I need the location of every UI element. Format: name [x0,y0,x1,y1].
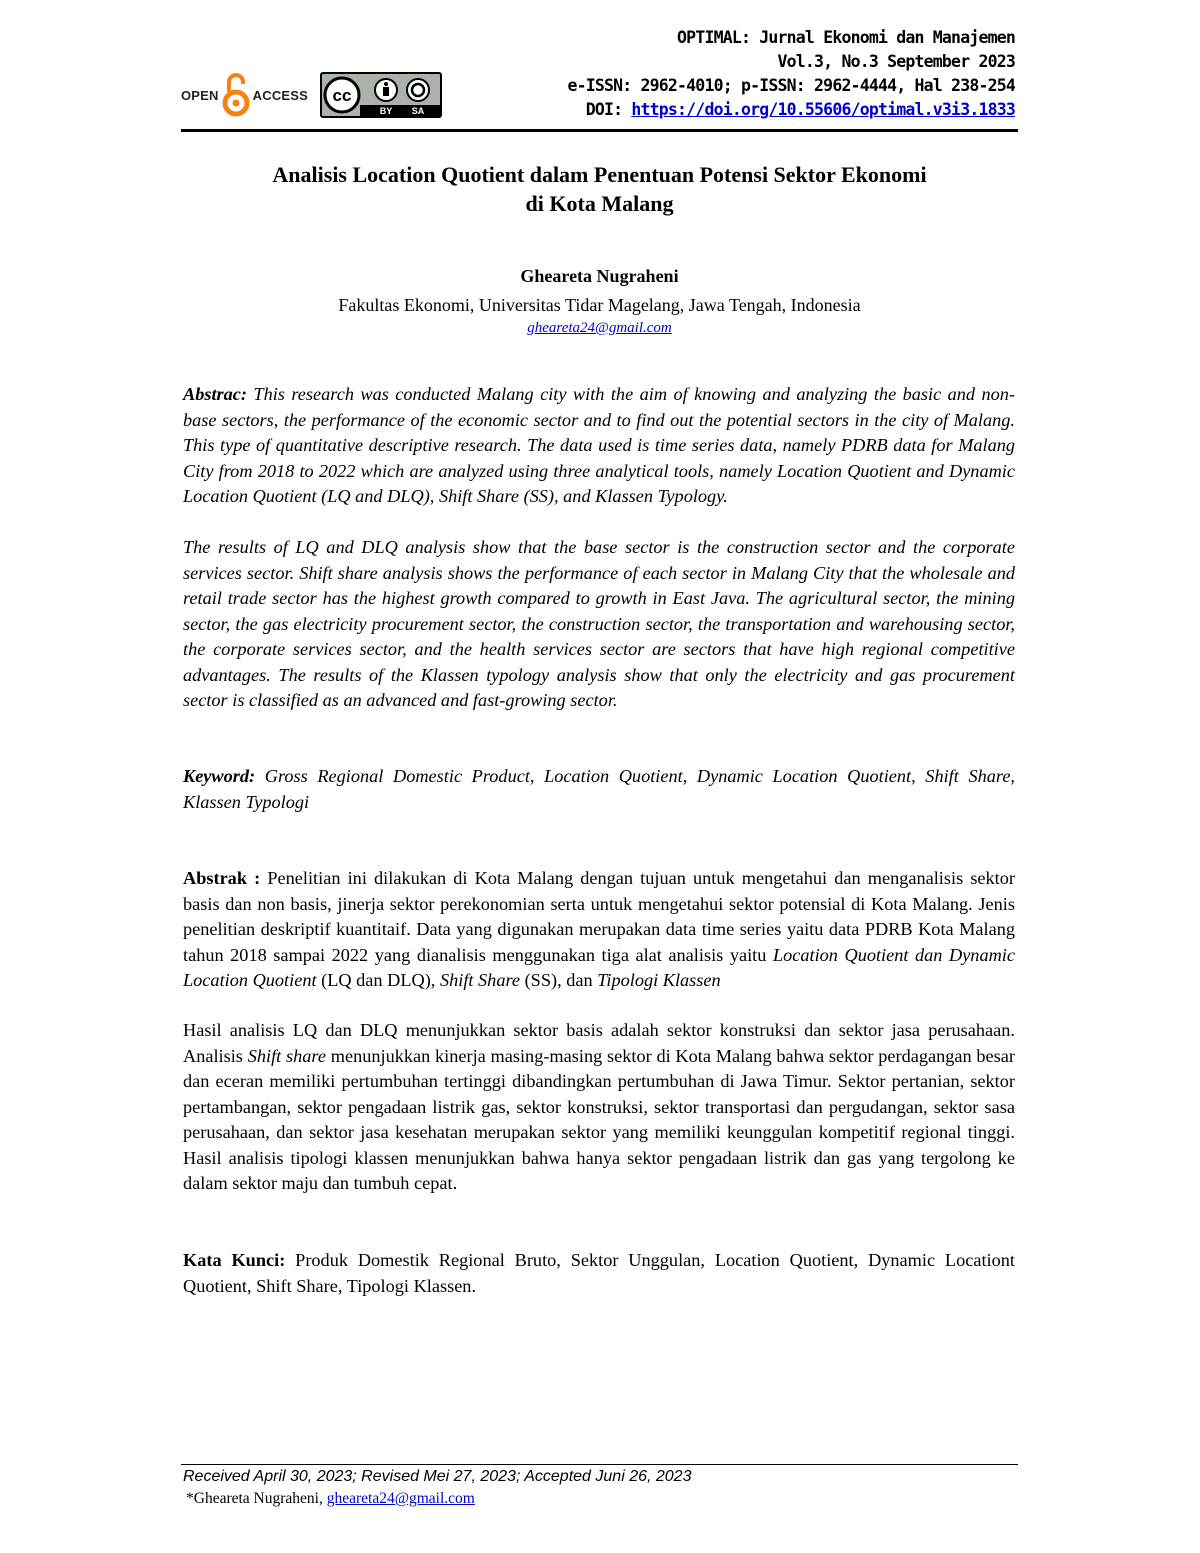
cc-icon: cc [332,86,352,105]
abstract-id-p1 [183,866,1015,994]
abstract-id-p2-text-a: Hasil analisis LQ dan DLQ menunjukkan sektor basis adalah sektor konstruksi dan sektor jasa perusahaan. Analisis [183,1020,1015,1066]
journal-issn: e-ISSN: 2962-4010; p-ISSN: 2962-4444, Hal 238-254 [567,76,1015,95]
journal-name: OPTIMAL: Jurnal Ekonomi dan Manajemen [677,28,1015,47]
keywords-en [183,764,1015,815]
abstract-en-p1-text: This research was conducted Malang city with the aim of knowing and analyzing the basic and non-base sectors, the performance of the economic sector and to find out the potential sectors in the city of Malang. This type of quantitative descriptive research. The data used is time series data, namely PDRB data for Malang City from 2018 to 2022 which are analyzed using three analytical tools, namely Location Quotient and Dynamic Location Quotient (LQ and DLQ), Shift Share (SS), and Klassen Typology. [183,384,1015,506]
corresponding-author-name: *Gheareta Nugraheni, [186,1490,323,1507]
abstract-id-p1-text-a: Penelitian ini dilakukan di Kota Malang dengan tujuan untuk mengetahui dan menganalisis sektor basis dan non basis, jinerja sektor perekonomian serta untuk mengetahui sektor potensial di Kota Malang. Jenis penelitian deskriptif kuantitaif. Data yang digunakan merupakan data time series yaitu data PDRB Kota Malang tahun 2018 sampai 2022 yang dianalisis menggunakan tiga alat analisis yaitu [183,868,1015,965]
keywords-id-label: Kata Kunci: [183,1250,286,1270]
abstract-en-p2: The results of LQ and DLQ analysis show that the base sector is the construction sector and the corporate services sector. Shift share analysis shows the performance of each sector in Malang City that the wholesale and retail trade sector has the highest growth compared to growth in East Java. The agricultural sector, the mining sector, the gas electricity procurement sector, the construction sector, the transportation and warehousing sector, the corporate services sector, and the health services sector are sectors that have high regional competitive advantages. The results of the Klassen typology analysis show that only the electricity and gas procurement sector is classified as an advanced and fast-growing sector. [183,537,1015,710]
corresponding-email-link[interactable]: gheareta24@gmail.com [326,1490,475,1507]
abstract-id-p2 [183,1018,1015,1197]
journal-doi [567,98,1015,122]
open-access-text-left: OPEN [181,87,219,103]
license-logos [181,70,442,120]
author-affiliation: Fakultas Ekonomi, Universitas Tidar Magelang, Jawa Tengah, Indonesia [338,295,861,315]
abstract-en-label: Abstrac: [183,384,247,404]
footer-rule [181,1464,1018,1465]
author-email-link[interactable]: gheareta24@gmail.com [527,320,672,336]
sa-label: SA [411,106,425,116]
abstract-id-p1-italic-3: Tipologi Klassen [597,970,721,990]
author-email [181,320,1018,337]
author-name: Ghearetа Nugraheni [520,266,679,286]
keywords-en-text: Gross Regional Domestic Product, Location Quotient, Dynamic Location Quotient, Shift Share, Klassen Typologi [183,766,1015,812]
doi-label: DOI: [585,100,623,119]
abstract-id-p2-text-b: menunjukkan kinerja masing-masing sektor di Kota Malang bahwa sektor perdagangan besar dan eceran memiliki pertumbuhan tertinggi dibandingkan pertumbuhan di Jawa Timur. Sektor pertanian, sektor pertambangan, sektor pengadaan listrik gas, sektor konstruksi, sektor transportasi dan pergudangan, sektor sasa perusahaan, dan sektor jasa kesehatan merupakan sektor yang memiliki keunggulan kompetitif regional tinggi. Hasil analisis tipologi klassen menunjukkan bahwa hanya sektor pengadaan listrik dan gas yang tergolong ke dalam sektor maju dan tumbuh cepat. [183,1045,1015,1193]
abstract-id-p1-text-c: (SS), dan [524,970,593,990]
header-rule [181,129,1018,132]
open-lock-icon [221,70,251,120]
abstract-id-p1-italic-1: Location Quotient dan Dynamic Location Quotient [183,944,1015,990]
title-line-2: di Kota Malang [525,191,674,216]
abstract-en-p1 [183,382,1015,510]
open-access-text-right: ACCESS [252,87,309,103]
received-dates: Received April 30, 2023; Revised Mei 27, 2023; Accepted Juni 26, 2023 [183,1468,692,1485]
open-access-logo [181,70,308,120]
journal-info [567,26,1015,122]
article-title [181,160,1018,218]
keywords-en-label: Keyword: [183,766,256,786]
abstract-id-p2-italic-1: Shift share [247,1045,326,1066]
abstract-id-p1-text-b: (LQ dan DLQ), [321,970,436,990]
title-line-1: Analisis Location Quotient dalam Penentuan Potensi Sektor Ekonomi [272,162,927,187]
journal-volume: Vol.3, No.3 September 2023 [777,52,1015,71]
by-label: BY [379,106,393,116]
corresponding-author [186,1490,475,1508]
abstract-id-p1-italic-2: Shift Share [439,970,521,990]
by-person-icon [384,82,388,86]
abstract-id-label: Abstrak : [183,868,261,888]
keywords-id [183,1248,1015,1299]
keywords-id-text: Produk Domestik Regional Bruto, Sektor Unggulan, Location Quotient, Dynamic Locationt Quotient, Shift Share, Tipologi Klassen. [183,1250,1015,1296]
doi-link[interactable]: https://doi.org/10.55606/optimal.v3i3.1833 [631,100,1015,119]
cc-by-sa-badge [320,72,442,118]
